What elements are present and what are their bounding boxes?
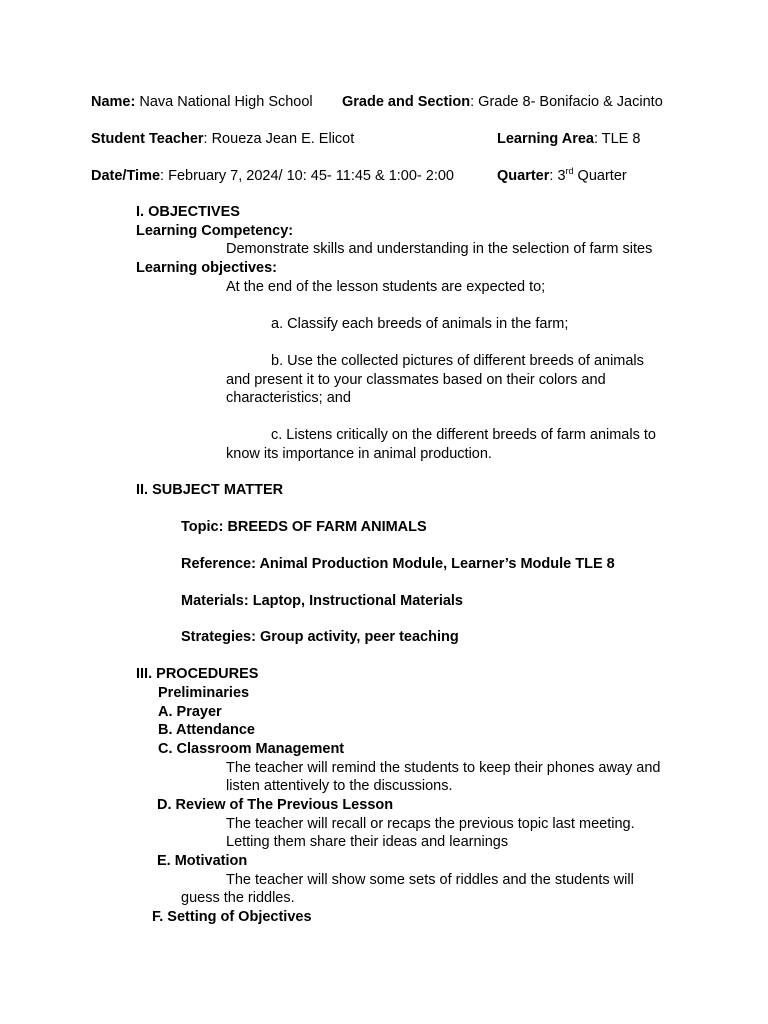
review-text-line2: Letting them share their ideas and learnings [226,834,509,850]
objective-c-line1: c. Listens critically on the different breeds of farm animals to [271,427,656,443]
subject-reference: Reference: Animal Production Module, Learner’s Module TLE 8 [181,556,615,572]
subject-topic: Topic: BREEDS OF FARM ANIMALS [181,519,427,535]
procedure-classroom-management: C. Classroom Management [158,741,345,757]
subject-materials: Materials: Laptop, Instructional Materials [181,593,463,609]
procedures-heading: III. PROCEDURES [136,666,259,682]
quarter-line [497,167,627,185]
grade-value: : Grade 8- Bonifacio & Jacinto [470,94,663,110]
procedure-review: D. Review of The Previous Lesson [157,797,394,813]
procedure-motivation: E. Motivation [157,853,248,869]
objectives-heading: I. OBJECTIVES [136,204,240,220]
teacher-value: : Roueza Jean E. Elicot [203,131,355,147]
objectives-label: Learning objectives: [136,260,278,276]
classroom-management-text-line1: The teacher will remind the students to keep their phones away and [226,760,661,776]
grade-line [342,93,663,111]
grade-label: Grade and Section [342,94,471,110]
teacher-line [91,130,354,148]
competency-label: Learning Competency: [136,223,294,239]
competency-text: Demonstrate skills and understanding in the selection of farm sites [226,241,653,257]
area-value: : TLE 8 [593,131,641,147]
area-label: Learning Area [497,131,594,147]
motivation-text-line1: The teacher will show some sets of riddles and the students will [226,872,634,888]
objectives-intro: At the end of the lesson students are expected to; [226,279,546,295]
quarter-value: : 3 [549,168,566,184]
motivation-text-line2: guess the riddles. [181,890,295,906]
name-value: Nava National High School [135,94,313,110]
quarter-superscript: rd [565,166,574,177]
objective-b-line3: characteristics; and [226,390,351,406]
procedure-attendance: B. Attendance [158,722,255,738]
name-label: Name: [91,94,136,110]
date-label: Date/Time [91,168,161,184]
procedure-prayer: A. Prayer [158,704,222,720]
name-line [91,93,313,111]
review-text-line1: The teacher will recall or recaps the previous topic last meeting. [226,816,635,832]
quarter-label: Quarter [497,168,550,184]
objective-c-line2: know its importance in animal production. [226,446,492,462]
classroom-management-text-line2: listen attentively to the discussions. [226,778,453,794]
date-value: : February 7, 2024/ 10: 45- 11:45 & 1:00- 2:00 [160,168,454,184]
preliminaries-label: Preliminaries [158,685,250,701]
teacher-label: Student Teacher [91,131,204,147]
objective-b-line2: and present it to your classmates based on their colors and [226,372,606,388]
subject-strategies: Strategies: Group activity, peer teaching [181,629,459,645]
area-line [497,130,640,148]
objective-a: a. Classify each breeds of animals in the farm; [271,316,569,332]
procedure-setting-objectives: F. Setting of Objectives [152,909,312,925]
subject-heading: II. SUBJECT MATTER [136,482,284,498]
quarter-suffix: Quarter [573,168,627,184]
objective-b-line1: b. Use the collected pictures of different breeds of animals [271,353,644,369]
date-line [91,167,454,185]
